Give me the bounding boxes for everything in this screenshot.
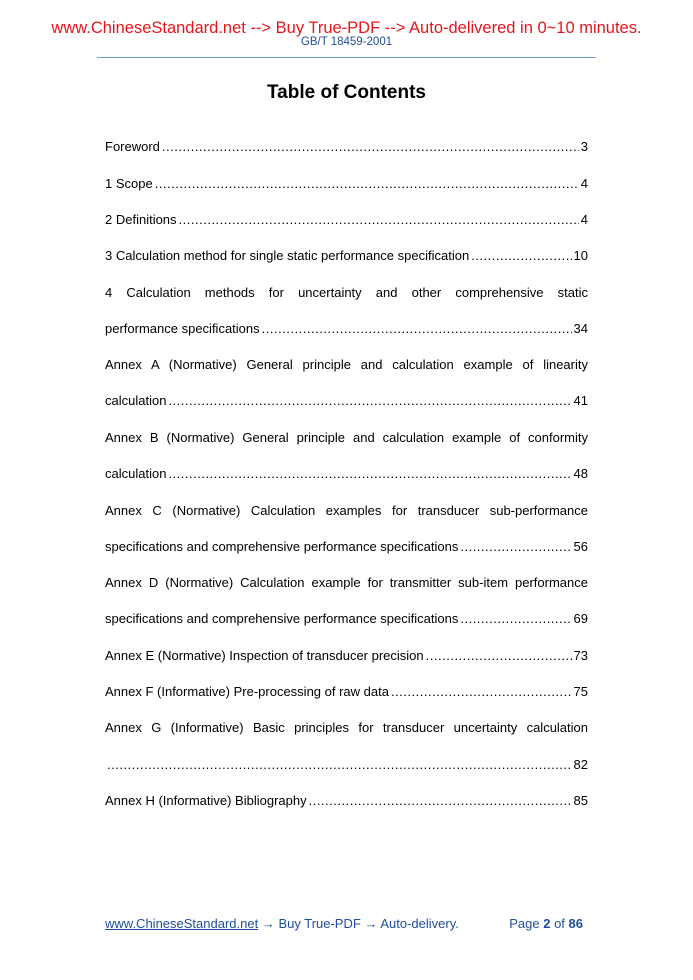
arrow-right-icon: → [261,916,275,931]
toc-entry-label: calculation [105,393,167,408]
toc-entry-definitions[interactable] [105,210,588,230]
header-divider [97,57,596,58]
toc-entry-page: 48 [573,466,588,481]
dot-leader [179,210,579,230]
page-word: Page [509,916,540,931]
toc-entry-annex-d-line2[interactable] [105,609,588,629]
dot-leader [391,682,572,702]
dot-leader [168,464,571,484]
footer-buy-link[interactable]: Buy True-PDF [278,916,361,931]
toc-entry-page: 10 [573,248,588,263]
promo-banner[interactable]: www.ChineseStandard.net --> Buy True-PDF --> Auto-delivered in 0~10 minutes. [51,19,642,37]
toc-entry-annex-a-line2[interactable] [105,391,588,411]
page-indicator [509,915,583,933]
toc-entry-page: 85 [573,793,588,808]
toc-entry-annex-g-line1[interactable]: Annex G (Informative) Basic principles for transducer uncertainty calculation [105,720,588,735]
dot-leader [460,609,571,629]
toc-entry-label: Annex H (Informative) Bibliography [105,793,307,808]
dot-leader [471,246,571,266]
toc-entry-annex-f[interactable] [105,682,588,702]
toc-entry-page: 56 [573,539,588,554]
toc-entry-page: 4 [580,212,588,227]
footer-site-link[interactable]: www.ChineseStandard.net [105,916,259,931]
toc-entry-page: 34 [573,321,588,336]
toc-entry-page: 69 [573,611,588,626]
toc-entry-label: specifications and comprehensive performance specifications [105,611,459,626]
toc-entry-page: 82 [573,757,588,772]
toc-entry-page: 41 [573,393,588,408]
document-id: GB/T 18459-2001 [300,36,393,48]
dot-leader [309,791,572,811]
toc-entry-label: Annex E (Normative) Inspection of transducer precision [105,648,424,663]
toc-entry-annex-d-line1[interactable]: Annex D (Normative) Calculation example for transmitter sub-item performance [105,575,588,590]
current-page: 2 [543,916,551,931]
toc-entry-label: performance specifications [105,321,260,336]
toc-entry-foreword[interactable] [105,137,588,157]
toc-entry-page: 75 [573,684,588,699]
toc-entry-page: 3 [580,139,588,154]
of-word: of [554,916,565,931]
toc-entry-page: 4 [580,176,588,191]
toc-entry-annex-b-line1[interactable]: Annex B (Normative) General principle and calculation example of conformity [105,430,588,445]
toc-entry-section-3[interactable] [105,246,588,266]
toc-entry-annex-h[interactable] [105,791,588,811]
toc-entry-annex-c-line1[interactable]: Annex C (Normative) Calculation examples for transducer sub-performance [105,503,588,518]
dot-leader [460,537,571,557]
toc-entry-label: 3 Calculation method for single static performance specification [105,248,470,263]
toc-entry-section-4-line2[interactable] [105,319,588,339]
dot-leader [107,755,572,775]
toc-entry-annex-a-line1[interactable]: Annex A (Normative) General principle and calculation example of linearity [105,357,588,372]
toc-entry-scope[interactable] [105,174,588,194]
toc-entry-annex-b-line2[interactable] [105,464,588,484]
total-pages: 86 [568,916,583,931]
toc-entry-label: calculation [105,466,167,481]
toc-entry-annex-e[interactable] [105,646,588,666]
toc-entry-label: Foreword [105,139,160,154]
toc-entry-label: specifications and comprehensive performance specifications [105,539,459,554]
toc-title: Table of Contents [266,82,427,103]
toc-entry-section-4-line1[interactable]: 4 Calculation methods for uncertainty and other comprehensive static [105,285,588,300]
arrow-right-icon: → [364,916,378,931]
toc-entry-label: 2 Definitions [105,212,177,227]
toc-entry-annex-c-line2[interactable] [105,537,588,557]
dot-leader [168,391,571,411]
dot-leader [426,646,572,666]
toc-entry-label: Annex F (Informative) Pre-processing of raw data [105,684,389,699]
dot-leader [262,319,572,339]
page-footer [105,915,588,933]
toc-entry-label: 1 Scope [105,176,153,191]
dot-leader [162,137,579,157]
footer-delivery-text: Auto-delivery. [380,916,459,931]
dot-leader [155,174,579,194]
toc-entry-annex-g-line2[interactable] [105,755,588,775]
toc-entry-page: 73 [573,648,588,663]
